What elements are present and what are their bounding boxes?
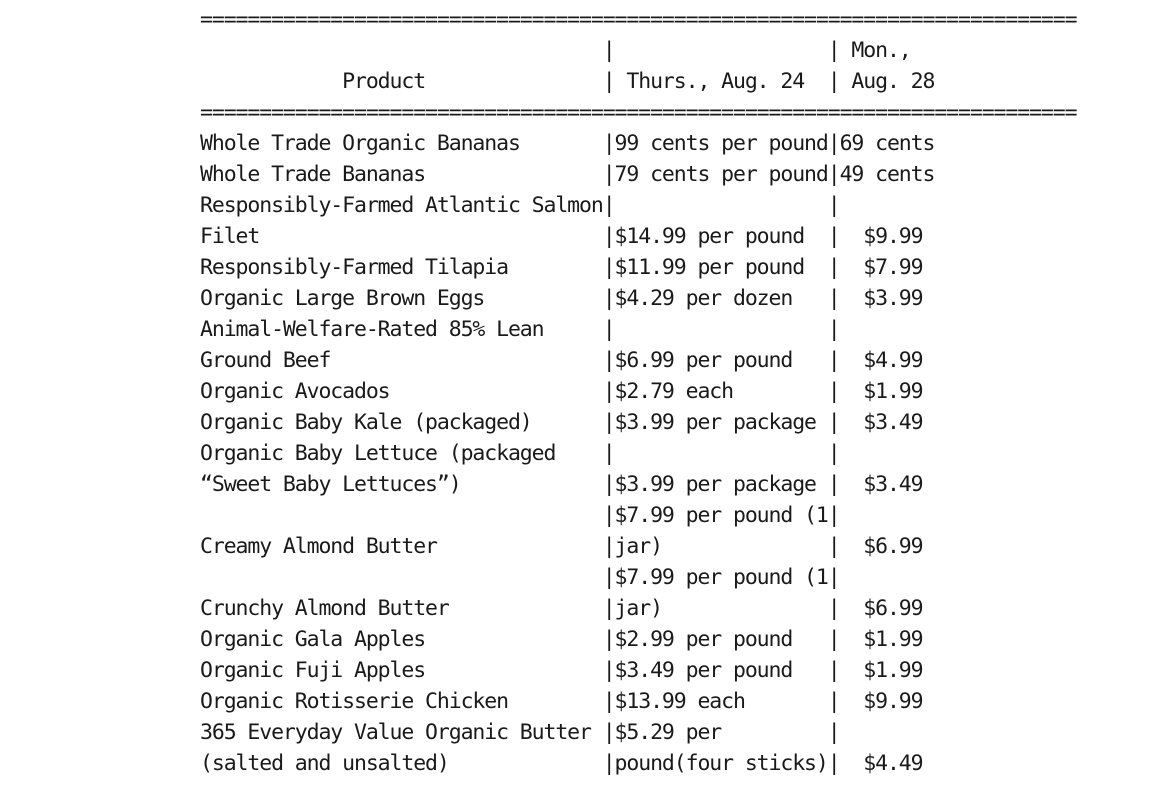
table-row: Organic Large Brown Eggs |$4.29 per dozen | $3.99	[200, 286, 923, 311]
table-row: (salted and unsalted) |pound(four sticks)| $4.49	[200, 751, 923, 776]
table-row: Organic Gala Apples |$2.99 per pound | $1.99	[200, 627, 923, 652]
table-row: Filet |$14.99 per pound | $9.99	[200, 224, 923, 249]
table-row: Whole Trade Bananas |79 cents per pound|49 cents	[200, 162, 935, 187]
table-row: Ground Beef |$6.99 per pound | $4.99	[200, 348, 923, 373]
table-row: Organic Fuji Apples |$3.49 per pound | $1.99	[200, 658, 923, 683]
top-rule: ==========================================================================	[200, 7, 1077, 32]
price-comparison-table	[200, 4, 1076, 779]
header-line: Product | Thurs., Aug. 24 | Aug. 28	[200, 69, 935, 94]
table-row: Animal-Welfare-Rated 85% Lean | |	[200, 317, 840, 342]
table-row: Responsibly-Farmed Tilapia |$11.99 per pound | $7.99	[200, 255, 923, 280]
table-row: Organic Rotisserie Chicken |$13.99 each | $9.99	[200, 689, 923, 714]
header-rule: ==========================================================================	[200, 100, 1077, 125]
table-row: Whole Trade Organic Bananas |99 cents per pound|69 cents	[200, 131, 935, 156]
table-row: Organic Baby Lettuce (packaged | |	[200, 441, 840, 466]
table-row: Responsibly-Farmed Atlantic Salmon| |	[200, 193, 840, 218]
table-row: Crunchy Almond Butter |jar) | $6.99	[200, 596, 923, 621]
table-row: |$7.99 per pound (1|	[200, 565, 840, 590]
table-row: Creamy Almond Butter |jar) | $6.99	[200, 534, 923, 559]
table-row: Organic Baby Kale (packaged) |$3.99 per package | $3.49	[200, 410, 923, 435]
table-row: Organic Avocados |$2.79 each | $1.99	[200, 379, 923, 404]
header-line: | | Mon.,	[200, 38, 911, 63]
table-row: 365 Everyday Value Organic Butter |$5.29 per |	[200, 720, 840, 745]
table-row: |$7.99 per pound (1|	[200, 503, 840, 528]
table-row: “Sweet Baby Lettuces”) |$3.99 per package | $3.49	[200, 472, 923, 497]
